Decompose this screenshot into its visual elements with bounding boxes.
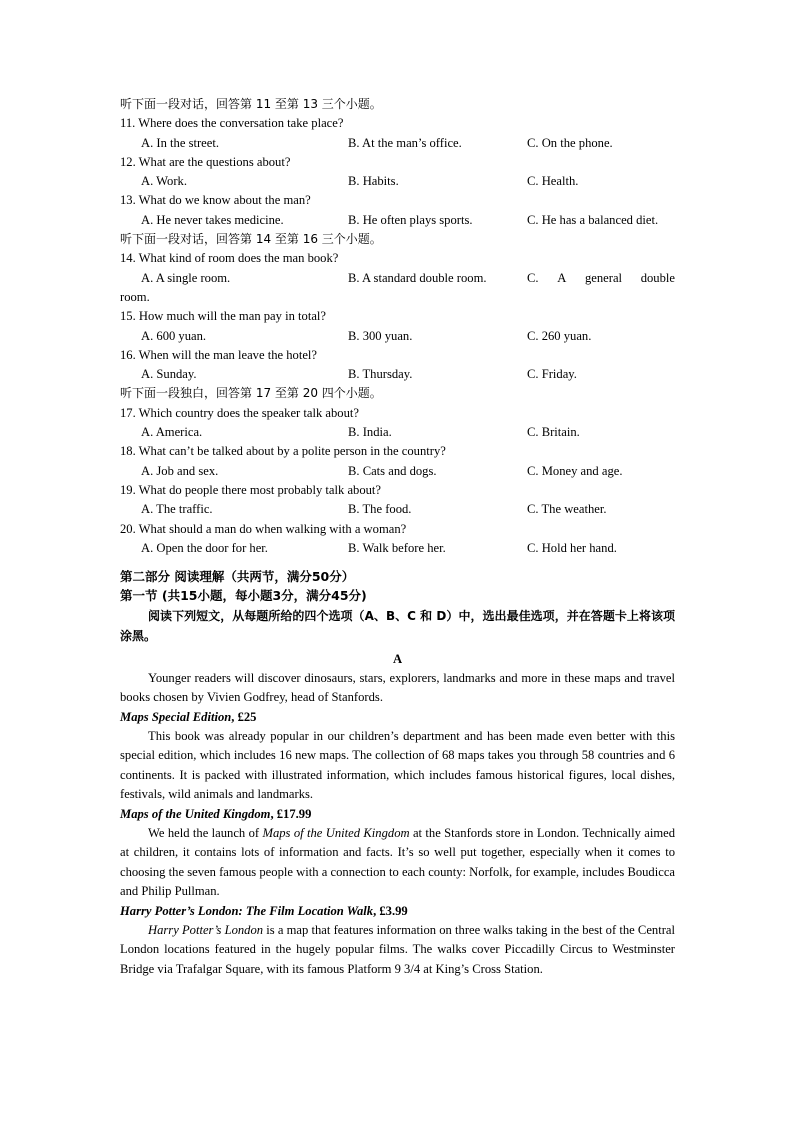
question-11: 11. Where does the conversation take place?: [120, 116, 344, 131]
book-description: Harry Potter’s London is a map that features information on three walks taking in the best of the Central London locations featured in the hugely popular films. The walks cover Piccadilly Circus to Westminster Bridge via Trafalgar Square, with its famous Platform 9 3/4 at King’s Cross Station.: [120, 923, 675, 976]
question-12: 12. What are the questions about?: [120, 154, 291, 169]
question-17: 17. Which country does the speaker talk about?: [120, 405, 359, 420]
option-c: C. Friday.: [527, 367, 577, 382]
option-b: B. At the man’s office.: [348, 135, 462, 150]
group-instruction: 听下面一段对话，回答第 14 至第 16 三个小题。: [120, 232, 382, 247]
reading-instruction: 阅读下列短文，从每题所给的四个选项（A、B、C 和 D）中，选出最佳选项，并在答题卡上将该项涂黑。: [120, 608, 675, 643]
question-16: 16. When will the man leave the hotel?: [120, 347, 318, 362]
option-a: A. 600 yuan.: [141, 328, 207, 343]
page-content: [120, 95, 675, 979]
passage-intro: Younger readers will discover dinosaurs, stars, explorers, landmarks and more in these maps and travel books chosen by Vivien Godfrey, head of Stanfords.: [120, 670, 675, 705]
option-c: C. Health.: [527, 174, 579, 189]
option-a: A. Job and sex.: [141, 463, 219, 478]
option-c-continuation: room.: [120, 289, 150, 304]
options-12: [120, 172, 675, 191]
options-18: [120, 462, 675, 481]
book-description: This book was already popular in our children’s department and has been made even better with this special edition, which includes 16 new maps. The collection of 68 maps takes you through 58 countries and 6 continents. It is packed with illustrated information, which includes famous historical figures, local dishes, festivals, wild animals and landmarks.: [120, 728, 675, 802]
option-c: C. A general double: [527, 270, 675, 285]
book-description: We held the launch of Maps of the United Kingdom at the Stanfords store in London. Technically aimed at children, it contains lots of information and facts. It’s so well put together, especially when it comes to choosing the seven famous people with a connection to each county: Norfolk, for example, includes Boudicca and Philip Pullman.: [120, 825, 676, 899]
option-a: A. In the street.: [141, 135, 219, 150]
question-13: 13. What do we know about the man?: [120, 193, 311, 208]
options-20: [120, 539, 675, 558]
option-a: A. Sunday.: [141, 367, 197, 382]
group-instruction: 听下面一段独白，回答第 17 至第 20 四个小题。: [120, 386, 382, 401]
option-a: A. A single room.: [141, 270, 231, 285]
part-title: 第二部分 阅读理解（共两节，满分50分）: [120, 569, 355, 585]
option-c: C. Britain.: [527, 425, 580, 440]
option-c: C. The weather.: [527, 502, 607, 517]
option-b: B. Thursday.: [348, 367, 413, 382]
option-a: A. Work.: [141, 174, 187, 189]
option-b: B. Cats and dogs.: [348, 463, 437, 478]
option-c: C. Hold her hand.: [527, 540, 617, 555]
options-11: [120, 134, 675, 153]
options-16: [120, 365, 675, 384]
section-title: 第一节 (共15小题，每小题3分，满分45分): [120, 588, 367, 604]
option-c: C. On the phone.: [527, 135, 613, 150]
group-instruction: 听下面一段对话，回答第 11 至第 13 三个小题。: [120, 97, 382, 111]
option-c: C. Money and age.: [527, 463, 623, 478]
option-b: B. A standard double room.: [348, 270, 487, 285]
book-title: Harry Potter’s London: The Film Location Walk, £3.99: [120, 903, 408, 918]
option-b: B. 300 yuan.: [348, 328, 413, 343]
passage-label: A: [392, 651, 403, 666]
options-15: [120, 327, 675, 346]
option-b: B. Habits.: [348, 174, 399, 189]
option-a: A. America.: [141, 425, 203, 440]
options-19: [120, 500, 675, 519]
option-c: C. He has a balanced diet.: [527, 212, 659, 227]
book-title: Maps of the United Kingdom, £17.99: [120, 806, 312, 821]
option-b: B. The food.: [348, 502, 412, 517]
options-13: [120, 211, 675, 230]
option-a: A. Open the door for her.: [141, 540, 268, 555]
question-14: 14. What kind of room does the man book?: [120, 251, 339, 266]
option-b: B. Walk before her.: [348, 540, 446, 555]
option-b: B. He often plays sports.: [348, 212, 473, 227]
options-17: [120, 423, 675, 442]
option-c: C. 260 yuan.: [527, 328, 592, 343]
question-20: 20. What should a man do when walking with a woman?: [120, 521, 407, 536]
option-a: A. He never takes medicine.: [141, 212, 284, 227]
question-19: 19. What do people there most probably talk about?: [120, 482, 382, 497]
question-18: 18. What can’t be talked about by a polite person in the country?: [120, 444, 446, 459]
option-b: B. India.: [348, 425, 392, 440]
option-a: A. The traffic.: [141, 502, 213, 517]
book-title: Maps Special Edition, £25: [120, 709, 257, 724]
question-15: 15. How much will the man pay in total?: [120, 309, 327, 324]
options-14: [120, 269, 675, 288]
